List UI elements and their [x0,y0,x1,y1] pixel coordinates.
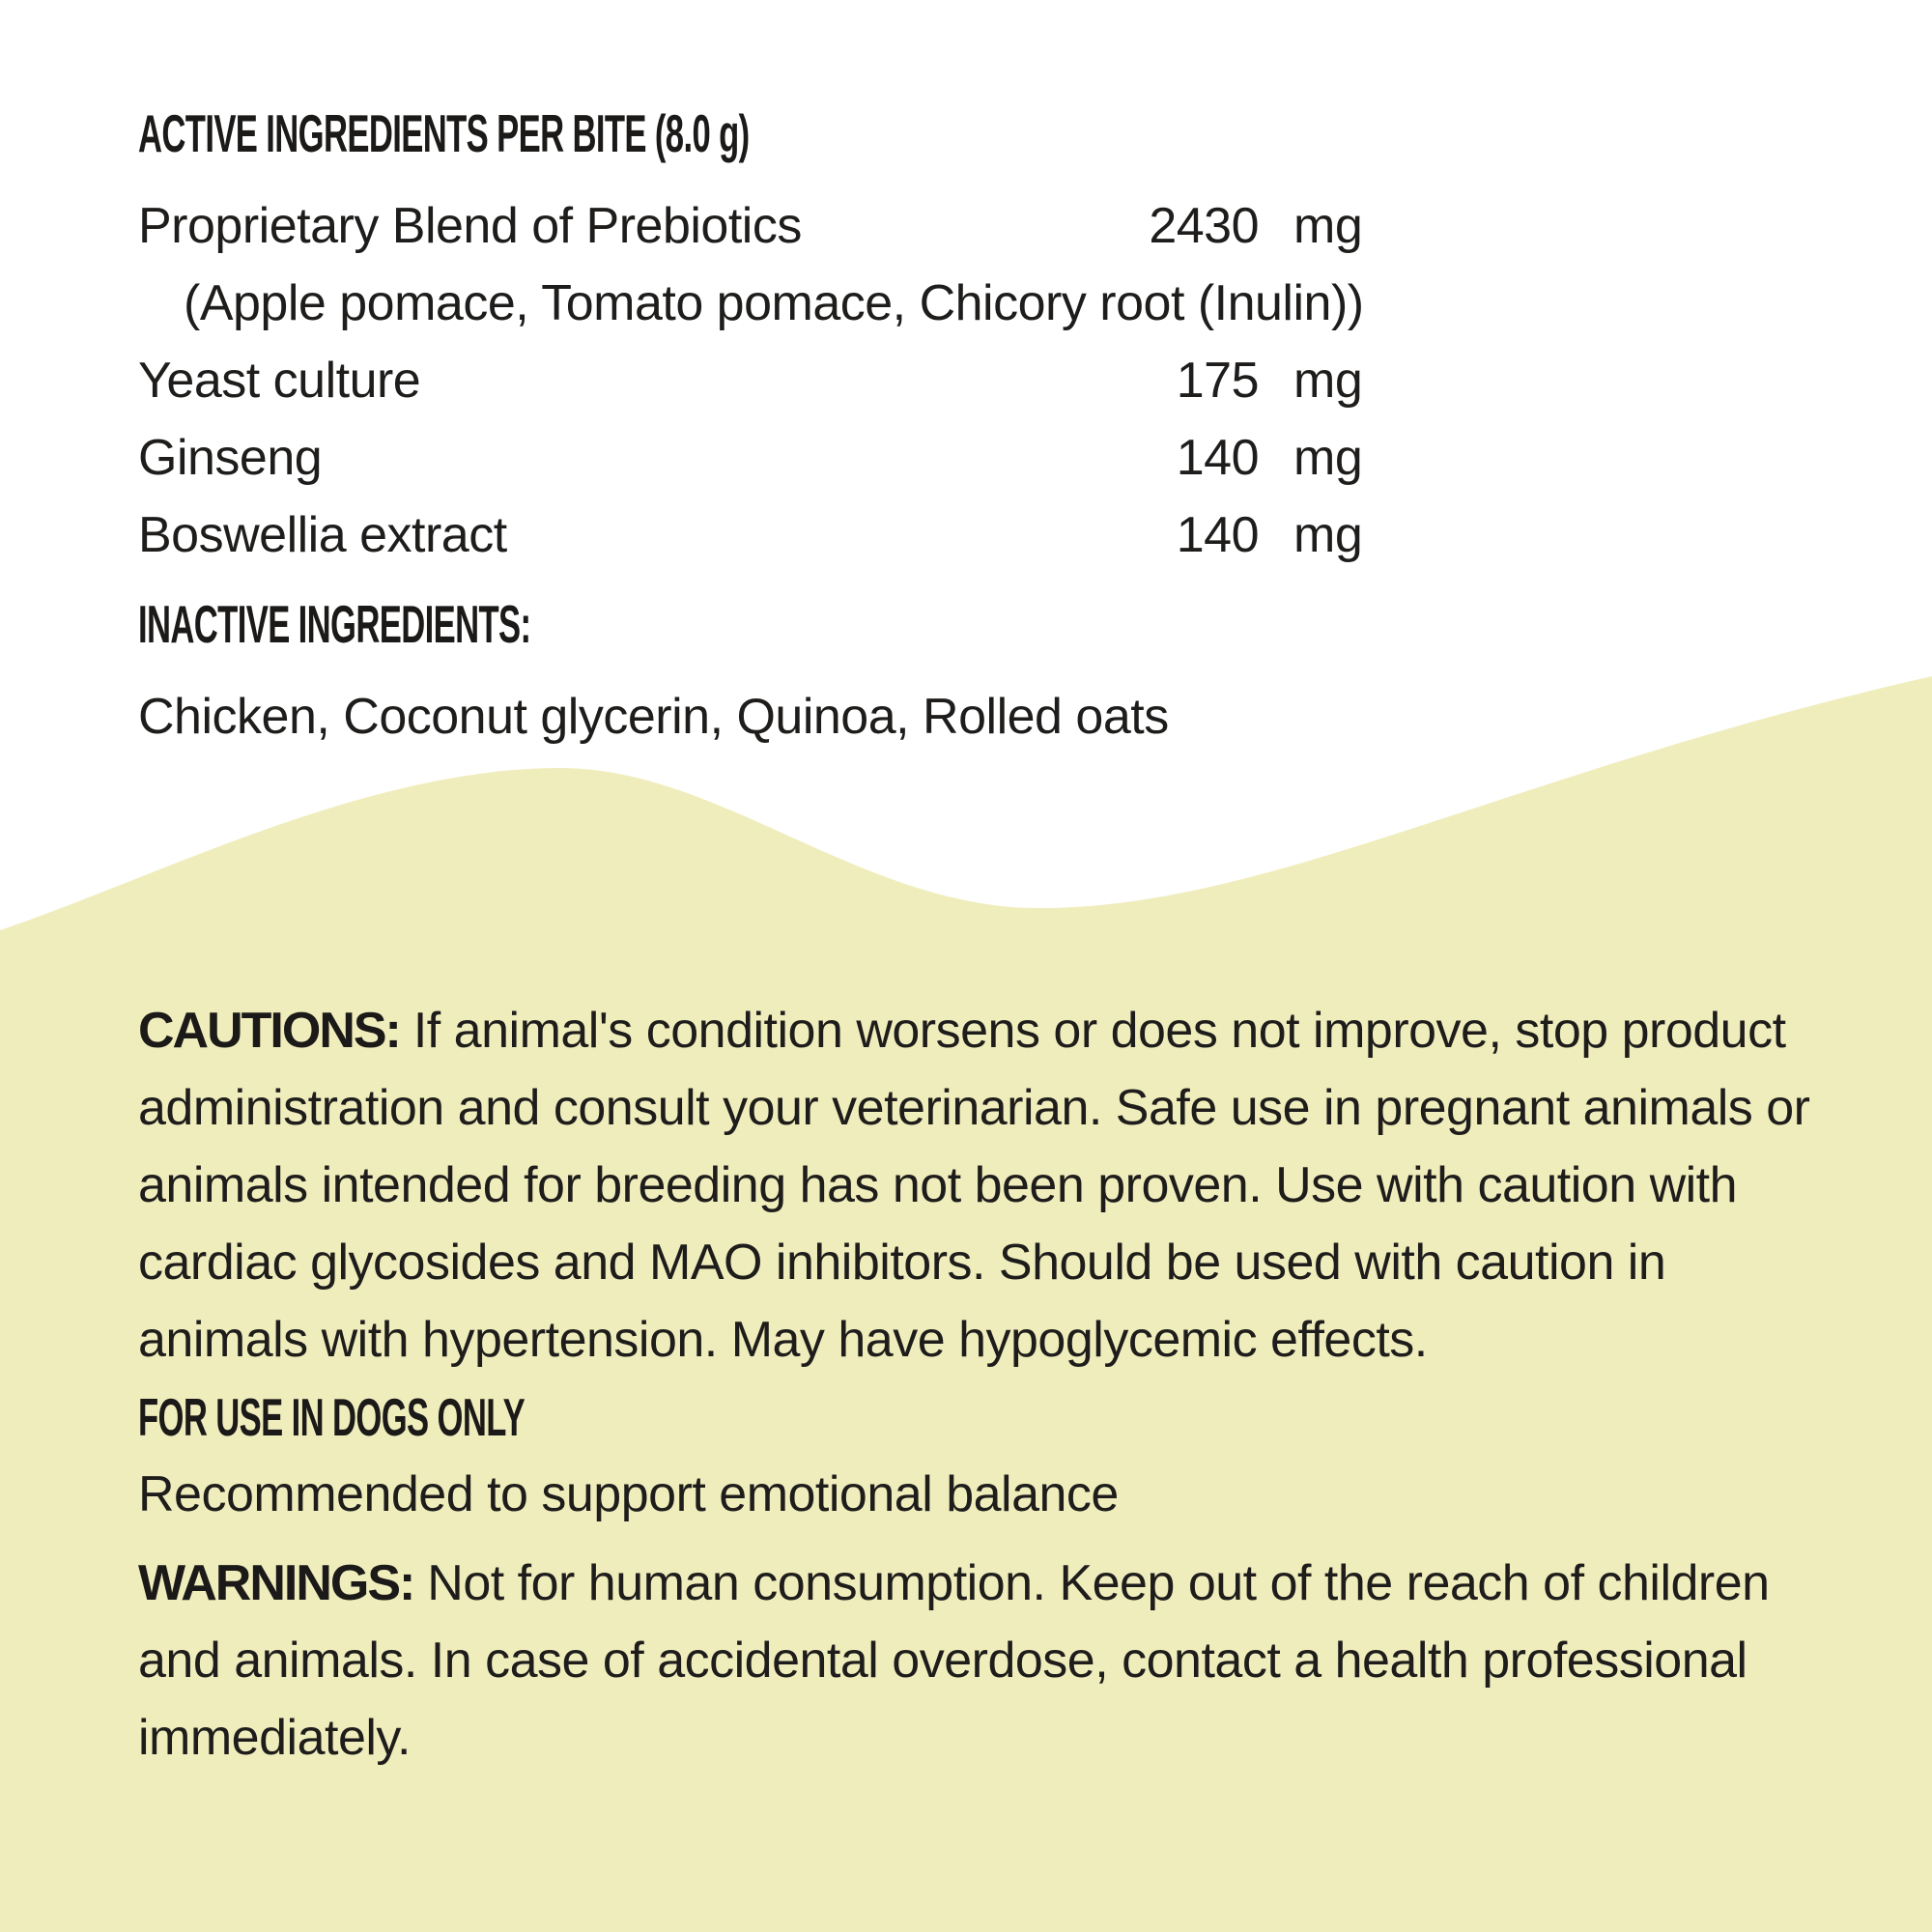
ingredient-amount: 140 [1176,507,1259,563]
inactive-ingredients-list: Chicken, Coconut glycerin, Quinoa, Rolled oats [138,689,1169,745]
ingredient-unit: mg [1293,507,1363,563]
ingredient-amount: 140 [1176,430,1259,486]
ingredient-row [138,419,1380,497]
active-ingredients-section [138,93,1819,755]
warnings-label: WARNINGS: [138,1555,414,1611]
ingredient-amount: 2430 [1149,198,1259,254]
cautions-label: CAUTIONS: [138,1003,400,1059]
ingredient-name: Yeast culture [138,353,421,409]
ingredient-row [138,497,1380,574]
warnings-text: Not for human consumption. Keep out of the reach of children and animals. In case of accidental overdose, contact a health professional immediately. [138,1555,1770,1766]
usage-text: Recommended to support emotional balance [138,1466,1119,1522]
ingredient-unit: mg [1293,430,1363,486]
ingredient-note: (Apple pomace, Tomato pomace, Chicory root (Inulin)) [184,275,1364,331]
inactive-ingredients-heading: INACTIVE INGREDIENTS: [138,594,531,654]
usage-heading: FOR USE IN DOGS ONLY [138,1387,526,1447]
ingredient-name: Proprietary Blend of Prebiotics [138,198,802,254]
ingredient-unit: mg [1293,353,1363,409]
cautions-text: If animal's condition worsens or does not improve, stop product administration and consult your veterinarian. Safe use in pregnant animals or animals intended for breeding has not been proven. Use with caution with cardiac glycosides and MAO inhibitors. Should be used with caution in animals with hypertension. May have hypoglycemic effects. [138,1003,1810,1368]
active-ingredients-heading: ACTIVE INGREDIENTS PER BITE (8.0 g) [138,103,750,163]
ingredient-row [138,187,1380,265]
cautions-paragraph [138,992,1819,1378]
cautions-warnings-section [138,992,1819,1776]
ingredient-unit: mg [1293,198,1363,254]
ingredient-name: Boswellia extract [138,507,507,563]
ingredient-name: Ginseng [138,430,323,486]
warnings-paragraph [138,1545,1819,1776]
ingredient-row [138,342,1380,419]
ingredient-amount: 175 [1176,353,1259,409]
